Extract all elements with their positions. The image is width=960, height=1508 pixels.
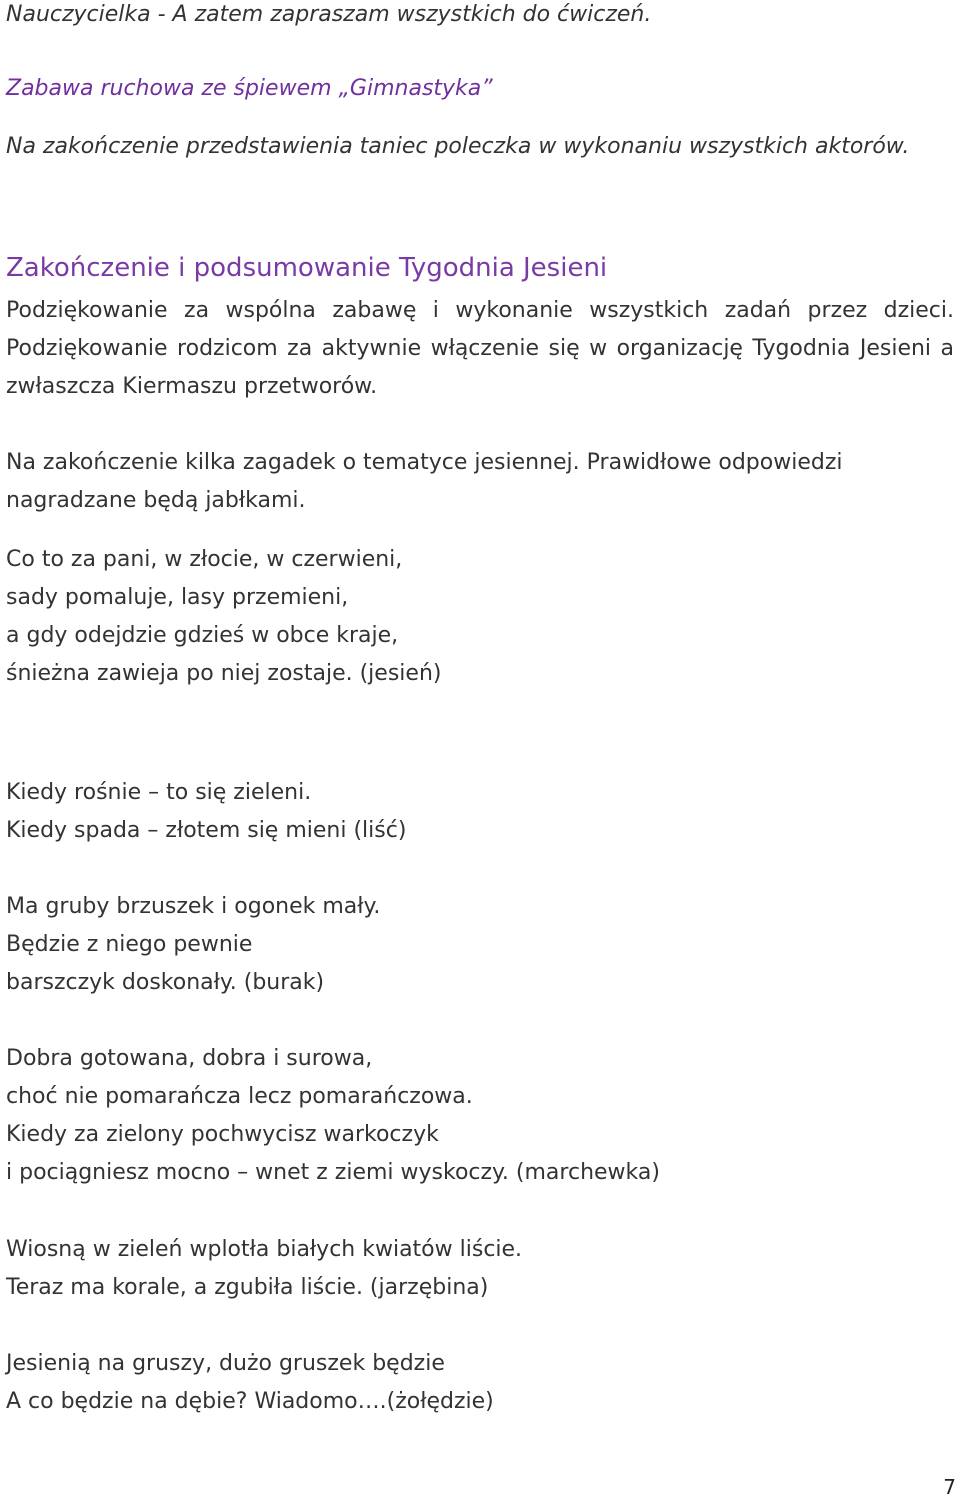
ending-dance-line: Na zakończenie przedstawienia taniec poleczka w wykonaniu wszystkich aktorów. <box>6 134 910 159</box>
riddles-intro-line: Na zakończenie kilka zagadek o tematyce jesiennej. Prawidłowe odpowiedzi <box>6 450 843 475</box>
summary-line: Podziękowanie rodzicom za aktywnie włączenie się w organizację Tygodnia Jesieni a <box>6 336 954 361</box>
riddle-line: a gdy odejdzie gdzieś w obce kraje, <box>6 623 399 648</box>
riddles-intro-line: nagradzane będą jabłkami. <box>6 488 306 513</box>
summary-heading: Zakończenie i podsumowanie Tygodnia Jesieni <box>6 253 608 283</box>
riddle-line: Teraz ma korale, a zgubiła liście. (jarzębina) <box>6 1275 489 1300</box>
game-title: Zabawa ruchowa ze śpiewem „Gimnastyka” <box>6 76 493 101</box>
riddle-line: barszczyk doskonały. (burak) <box>6 970 325 995</box>
summary-line: zwłaszcza Kiermaszu przetworów. <box>6 374 378 399</box>
riddle-line: Dobra gotowana, dobra i surowa, <box>6 1046 373 1071</box>
teacher-line: Nauczycielka - A zatem zapraszam wszystkich do ćwiczeń. <box>6 2 652 27</box>
riddle-line: choć nie pomarańcza lecz pomarańczowa. <box>6 1084 473 1109</box>
summary-line: Podziękowanie za wspólna zabawę i wykonanie wszystkich zadań przez dzieci. <box>6 298 954 323</box>
riddle-line: śnieżna zawieja po niej zostaje. (jesień) <box>6 661 442 686</box>
riddle-line: Ma gruby brzuszek i ogonek mały. <box>6 894 381 919</box>
riddle-line: Kiedy za zielony pochwycisz warkoczyk <box>6 1122 439 1147</box>
riddle-line: Jesienią na gruszy, dużo gruszek będzie <box>6 1351 445 1376</box>
riddle-line: A co będzie na dębie? Wiadomo….(żołędzie) <box>6 1389 494 1414</box>
page-number: 7 <box>943 1475 956 1499</box>
riddle-line: i pociągniesz mocno – wnet z ziemi wyskoczy. (marchewka) <box>6 1160 660 1185</box>
riddle-line: Co to za pani, w złocie, w czerwieni, <box>6 547 403 572</box>
riddle-line: sady pomaluje, lasy przemieni, <box>6 585 349 610</box>
riddle-line: Wiosną w zieleń wplotła białych kwiatów liście. <box>6 1237 523 1262</box>
riddle-line: Będzie z niego pewnie <box>6 932 253 957</box>
riddle-line: Kiedy spada – złotem się mieni (liść) <box>6 818 407 843</box>
riddle-line: Kiedy rośnie – to się zieleni. <box>6 780 312 805</box>
